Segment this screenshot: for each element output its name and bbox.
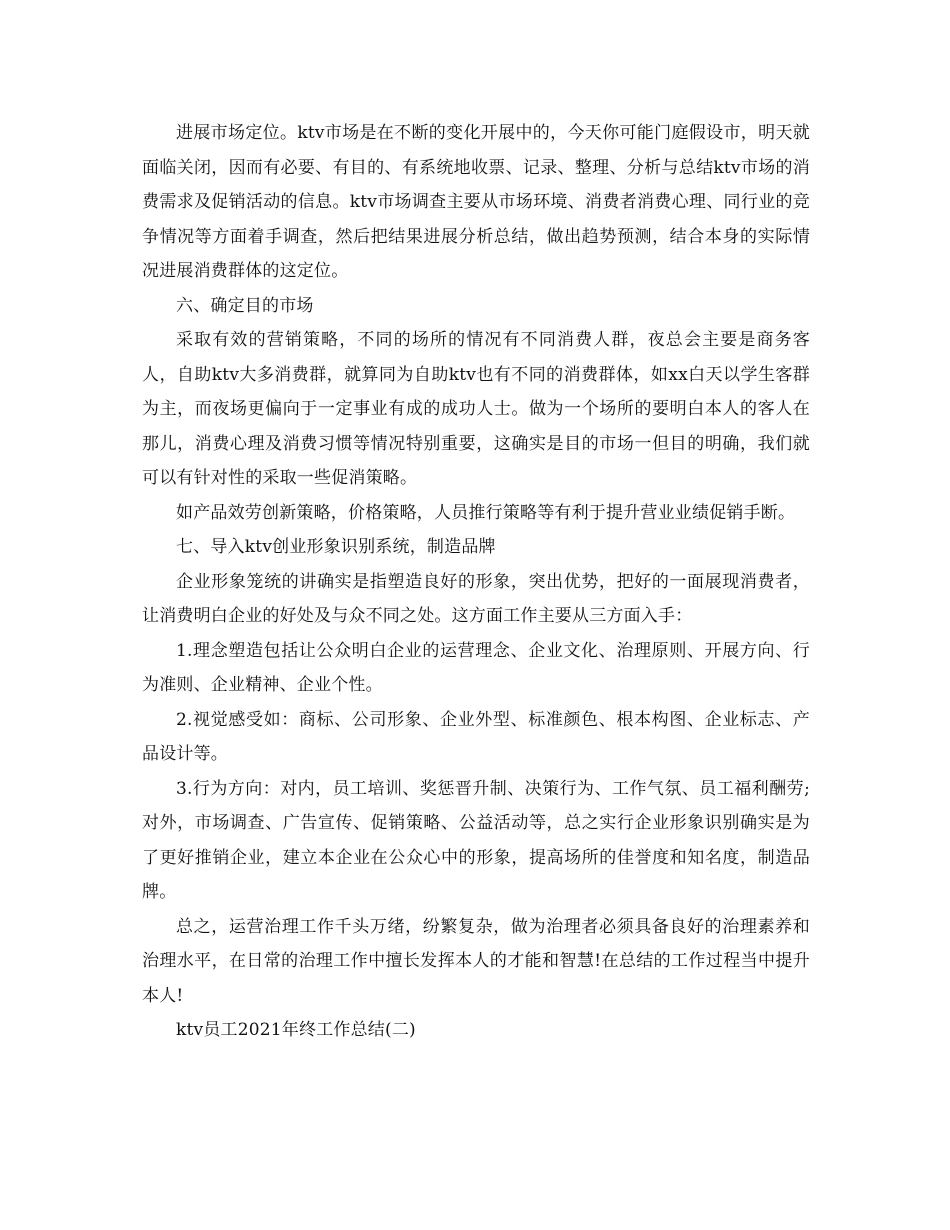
list-item-behavior: 3.行为方向：对内，员工培训、奖惩晋升制、决策行为、工作气氛、员工福利酬劳;对外，市场调查、广告宣传、促销策略、公益活动等，总之实行企业形象识别确实是为了更好推销企业，建立本企业在公众心中的形象，提高场所的佳誉度和知名度，制造品牌。 xyxy=(142,778,810,902)
paragraph-product-strategy: 如产品效劳创新策略，价格策略，人员推行策略等有利于提升营业业绩促销手断。 xyxy=(176,502,796,523)
list-item-visual: 2.视觉感受如：商标、公司形象、企业外型、标准颜色、根本构图、企业标志、产品设计等。 xyxy=(142,709,810,764)
paragraph-conclusion: 总之，运营治理工作千头万绪，纷繁复杂，做为治理者必须具备良好的治理素养和治理水平，在日常的治理工作中擅长发挥本人的才能和智慧!在总结的工作过程当中提升本人! xyxy=(142,916,810,1006)
paragraph-corporate-image: 企业形象笼统的讲确实是指塑造良好的形象，突出优势，把好的一面展现消费者，让消费明白企业的好处及与众不同之处。这方面工作主要从三方面入手： xyxy=(142,571,810,626)
paragraph-market-positioning: 进展市场定位。ktv市场是在不断的变化开展中的，今天你可能门庭假设市，明天就面临关闭，因而有必要、有目的、有系统地收票、记录、整理、分析与总结ktv市场的消费需求及促销活动的信息。ktv市场调查主要从市场环境、消费者消费心理、同行业的竞争情况等方面着手调查，然后把结果进展分析总结，做出趋势预测，结合本身的实际情况进展消费群体的这定位。 xyxy=(142,123,810,281)
section-title-part-two: ktv员工2021年终工作总结(二) xyxy=(176,1020,416,1040)
list-item-concept: 1.理念塑造包括让公众明白企业的运营理念、企业文化、治理原则、开展方向、行为准则、企业精神、企业个性。 xyxy=(142,640,810,695)
heading-brand-identity: 七、导入ktv创业形象识别系统，制造品牌 xyxy=(176,537,496,557)
paragraph-marketing-strategy: 采取有效的营销策略，不同的场所的情况有不同消费人群，夜总会主要是商务客人，自助ktv大多消费群，就算同为自助ktv也有不同的消费群体，如xx白天以学生客群为主，而夜场更偏向于一定事业有成的成功人士。做为一个场所的要明白本人的客人在那儿，消费心理及消费习惯等情况特别重要，这确实是目的市场一但目的明确，我们就可以有针对性的采取一些促消策略。 xyxy=(142,330,810,488)
heading-target-market: 六、确定目的市场 xyxy=(176,295,314,316)
document-body xyxy=(142,116,810,1048)
